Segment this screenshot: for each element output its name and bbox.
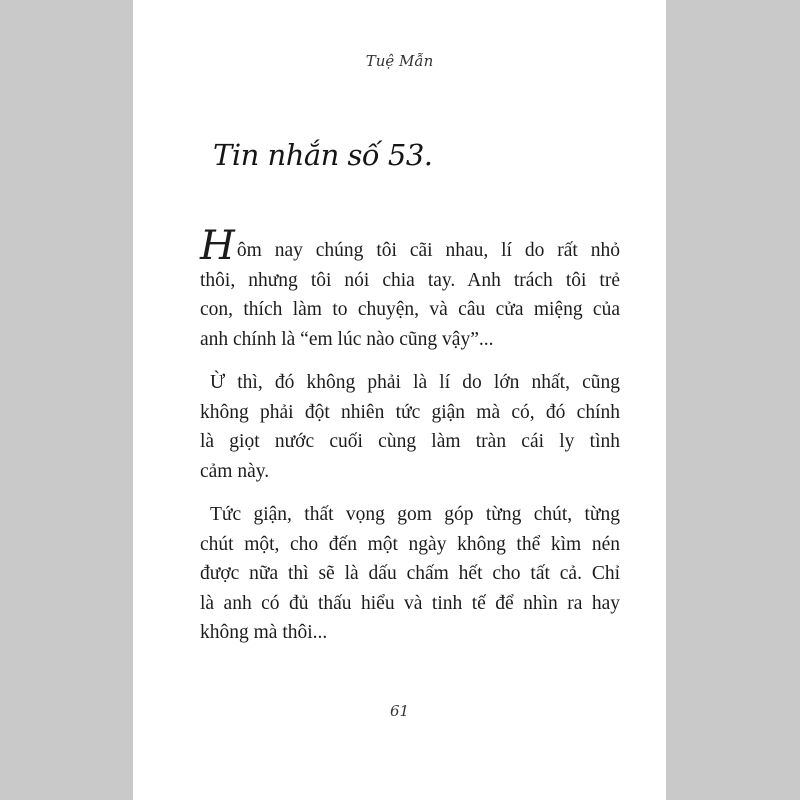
- page-number: 61: [389, 702, 410, 720]
- paragraph-line: không mà thôi...: [200, 622, 328, 643]
- paragraph-line: anh chính là “em lúc nào cũng vậy”...: [200, 328, 494, 350]
- body-text: [200, 223, 620, 662]
- paragraph-line: Tức giận, thất vọng gom góp từng chút, từng: [210, 504, 620, 525]
- paragraph-line: không phải đột nhiên tức giận mà có, đó chính: [200, 401, 620, 423]
- book-page: [133, 0, 666, 800]
- paragraph-line: chút một, cho đến một ngày không thể kìm nén: [200, 533, 620, 555]
- paragraph-line: là anh có đủ thấu hiểu và tinh tế để nhìn ra hay: [200, 592, 620, 614]
- chapter-title: Tin nhắn số 53.: [213, 138, 433, 172]
- paragraph-1: [200, 223, 620, 354]
- paragraph-line: là giọt nước cuối cùng làm tràn cái ly tình: [200, 431, 620, 452]
- drop-cap: H: [200, 223, 235, 269]
- paragraph-line: Hôm nay chúng tôi cãi nhau, lí do rất nhỏ: [200, 223, 620, 269]
- running-header-author: Tuệ Mẫn: [365, 52, 434, 70]
- paragraph-line: thôi, nhưng tôi nói chia tay. Anh trách tôi trẻ: [200, 269, 620, 291]
- paragraph-line: Ừ thì, đó không phải là lí do lớn nhất, cũng: [210, 372, 620, 393]
- paragraph-2: [200, 368, 620, 486]
- paragraph-line: được nữa thì sẽ là dấu chấm hết cho tất cả. Chỉ: [200, 563, 620, 584]
- paragraph-line: con, thích làm to chuyện, và câu cửa miệng của: [200, 299, 620, 320]
- paragraph-3: [200, 500, 620, 648]
- paragraph-line: cảm này.: [200, 460, 270, 482]
